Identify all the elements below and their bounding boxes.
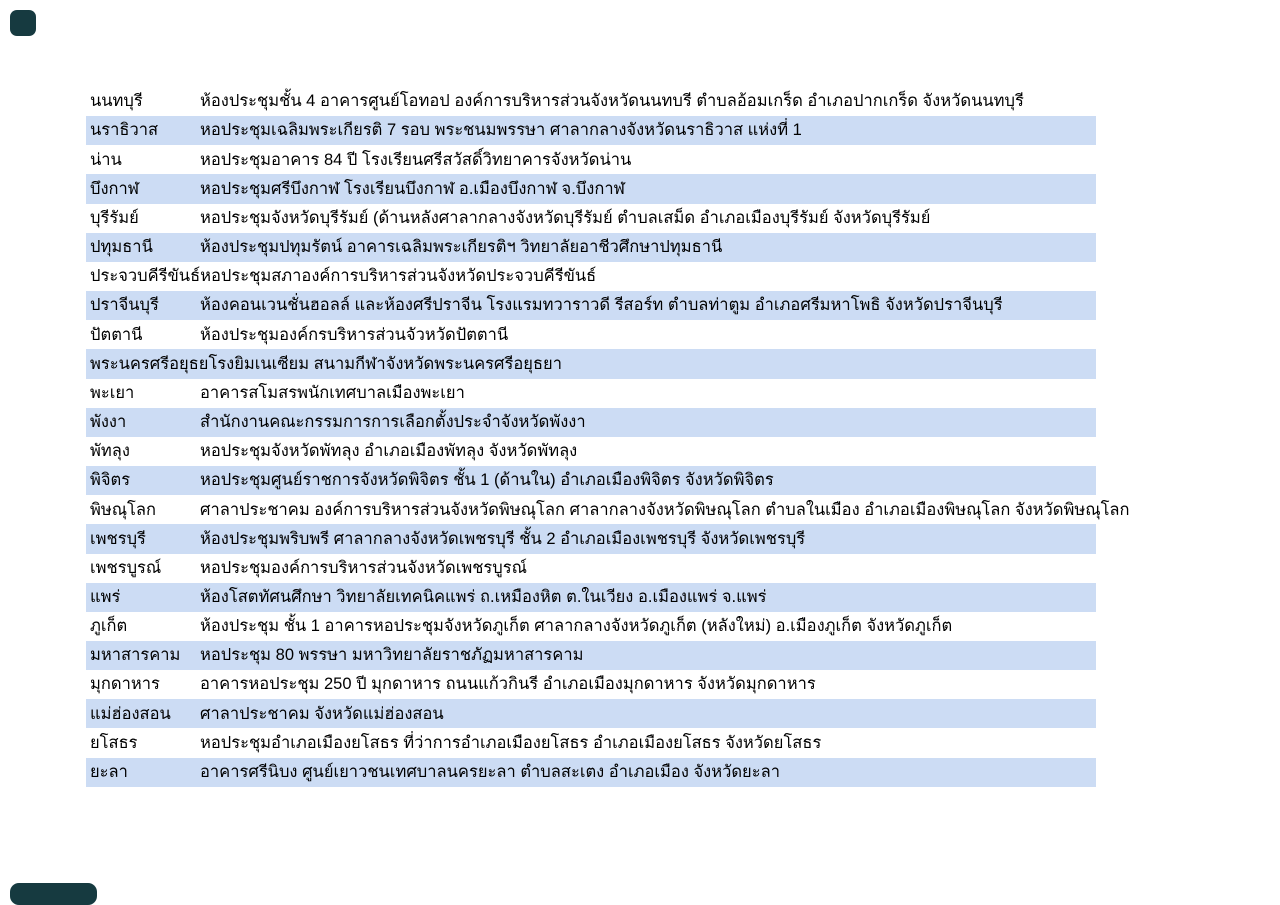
table-row <box>86 204 1096 233</box>
table-row <box>86 728 1096 757</box>
province-cell: บึงกาฬ <box>90 179 140 198</box>
province-cell: ประจวบคีรีขันธ์ <box>90 267 201 286</box>
venue-cell: หอประชุม 80 พรรษา มหาวิทยาลัยราชภัฏมหาสารคาม <box>200 646 584 665</box>
province-cell: ปัตตานี <box>90 325 143 344</box>
province-cell: ปราจีนบุรี <box>90 296 159 315</box>
province-cell: มุกดาหาร <box>90 675 160 694</box>
venue-cell: หอประชุมศูนย์ราชการจังหวัดพิจิตร ชั้น 1 (ด้านใน) อำเภอเมืองพิจิตร จังหวัดพิจิตร <box>200 471 774 490</box>
venue-cell: ศาลาประชาคม องค์การบริหารส่วนจังหวัดพิษณุโลก ศาลากลางจังหวัดพิษณุโลก ตำบลในเมือง อำเภอเมืองพิษณุโลก จังหวัดพิษณุโลก <box>200 500 1130 519</box>
table-row <box>86 437 1096 466</box>
province-cell: เพชรบุรี <box>90 529 146 548</box>
venue-cell: ห้องประชุมชั้น 4 อาคารศูนย์โอทอป องค์การบริหารส่วนจังหวัดนนทบรี ตำบลอ้อมเกร็ด อำเภอปากเกร็ด จังหวัดนนทบุรี <box>200 92 1024 111</box>
venue-cell: โรงยิมเนเซียม สนามกีฬาจังหวัดพระนครศรีอยุธยา <box>208 354 562 373</box>
venue-cell: ห้องประชุมองค์กรบริหารส่วนจัวหวัดปัตตานี <box>200 325 509 344</box>
table-row <box>86 495 1130 524</box>
venue-cell: ห้องประชุมพริบพรี ศาลากลางจังหวัดเพชรบุรี ชั้น 2 อำเภอเมืองเพชรบุรี จังหวัดเพชรบุรี <box>200 529 806 548</box>
province-cell: พัทลุง <box>90 442 130 461</box>
venue-cell: หอประชุมจังหวัดบุรีรัมย์ (ด้านหลังศาลากลางจังหวัดบุรีรัมย์ ตำบลเสม็ด อำเภอเมืองบุรีรัมย์ จังหวัดบุรีรัมย์ <box>200 208 931 227</box>
province-cell: แม่ฮ่องสอน <box>90 704 171 723</box>
venue-cell: หอประชุมองค์การบริหารส่วนจังหวัดเพชรบูรณ์ <box>200 558 527 577</box>
venue-cell: หอประชุมเฉลิมพระเกียรติ 7 รอบ พระชนมพรรษา ศาลากลางจังหวัดนราธิวาส แห่งที่ 1 <box>200 121 802 140</box>
province-cell: พิจิตร <box>90 471 131 490</box>
venue-cell: อาคารศรีนิบง ศูนย์เยาวชนเทศบาลนครยะลา ตำบลสะเตง อำเภอเมือง จังหวัดยะลา <box>200 762 780 781</box>
table-row <box>86 87 1096 116</box>
corner-bar-icon <box>10 883 97 905</box>
table-row <box>86 291 1096 320</box>
table-row <box>86 758 1096 787</box>
venue-cell: ห้องคอนเวนชั่นฮอลล์ และห้องศรีปราจีน โรงแรมทวาราวดี รีสอร์ท ตำบลท่าตูม อำเภอศรีมหาโพธิ จังหวัดปราจีนบุรี <box>200 296 1003 315</box>
venue-cell: หอประชุมจังหวัดพัทลุง อำเภอเมืองพัทลุง จังหวัดพัทลุง <box>200 442 578 461</box>
province-cell: พะเยา <box>90 383 135 402</box>
province-cell: นราธิวาส <box>90 121 159 140</box>
venue-cell: ห้องประชุมปทุมรัตน์ อาคารเฉลิมพระเกียรติฯ วิทยาลัยอาชีวศึกษาปทุมธานี <box>200 238 723 257</box>
venue-cell: ห้องประชุม ชั้น 1 อาคารหอประชุมจังหวัดภูเก็ต ศาลากลางจังหวัดภูเก็ต (หลังใหม่) อ.เมืองภูเก็ต จังหวัดภูเก็ต <box>200 617 953 636</box>
table-row <box>86 145 1096 174</box>
venue-cell: หอประชุมอำเภอเมืองยโสธร ที่ว่าการอำเภอเมืองยโสธร อำเภอเมืองยโสธร จังหวัดยโสธร <box>200 733 822 752</box>
province-cell: ยะลา <box>90 762 128 781</box>
venue-cell: อาคารสโมสรพนักเทศบาลเมืองพะเยา <box>200 383 465 402</box>
corner-mark-icon <box>10 10 36 36</box>
province-cell: นนทบุรี <box>90 92 143 111</box>
venue-cell: ศาลาประชาคม จังหวัดแม่ฮ่องสอน <box>200 704 444 723</box>
table-row <box>86 554 1096 583</box>
venue-cell: หอประชุมอาคาร 84 ปี โรงเรียนศรีสวัสดิ์วิทยาคารจังหวัดน่าน <box>200 150 632 169</box>
table-row <box>86 466 1096 495</box>
table-row <box>86 524 1096 553</box>
venue-cell: ห้องโสตทัศนศึกษา วิทยาลัยเทคนิคแพร่ ถ.เหมืองหิต ต.ในเวียง อ.เมืองแพร่ จ.แพร่ <box>200 587 767 606</box>
province-cell: มหาสารคาม <box>90 646 181 665</box>
province-cell: พระนครศรีอยุธย <box>90 354 209 373</box>
table-row <box>86 699 1096 728</box>
table-row <box>86 670 1096 699</box>
table-row <box>86 174 1096 203</box>
province-cell: น่าน <box>90 150 122 169</box>
province-cell: พังงา <box>90 413 127 432</box>
table-row <box>86 408 1096 437</box>
venue-cell: หอประชุมสภาองค์การบริหารส่วนจังหวัดประจวบคีรีขันธ์ <box>200 267 597 286</box>
province-cell: พิษณุโลก <box>90 500 157 519</box>
table-row <box>86 262 1096 291</box>
table-row <box>86 233 1096 262</box>
province-cell: ปทุมธานี <box>90 238 153 257</box>
table-row <box>86 116 1096 145</box>
table-row <box>86 349 1096 378</box>
table-row <box>86 612 1096 641</box>
venue-cell: สำนักงานคณะกรรมการการเลือกตั้งประจำจังหวัดพังงา <box>200 413 586 432</box>
province-cell: ภูเก็ต <box>90 617 128 636</box>
province-cell: ยโสธร <box>90 733 138 752</box>
table-row <box>86 320 1096 349</box>
venue-cell: อาคารหอประชุม 250 ปี มุกดาหาร ถนนแก้วกินรี อำเภอเมืองมุกดาหาร จังหวัดมุกดาหาร <box>200 675 816 694</box>
table-row <box>86 641 1096 670</box>
table-row <box>86 379 1096 408</box>
province-cell: บุรีรัมย์ <box>90 208 139 227</box>
venue-cell: หอประชุมศรีบึงกาฬ โรงเรียนบึงกาฬ อ.เมืองบึงกาฬ จ.บึงกาฬ <box>200 179 625 198</box>
province-cell: เพชรบูรณ์ <box>90 558 162 577</box>
province-venue-table <box>86 87 1130 787</box>
province-cell: แพร่ <box>90 587 121 606</box>
table-row <box>86 583 1096 612</box>
